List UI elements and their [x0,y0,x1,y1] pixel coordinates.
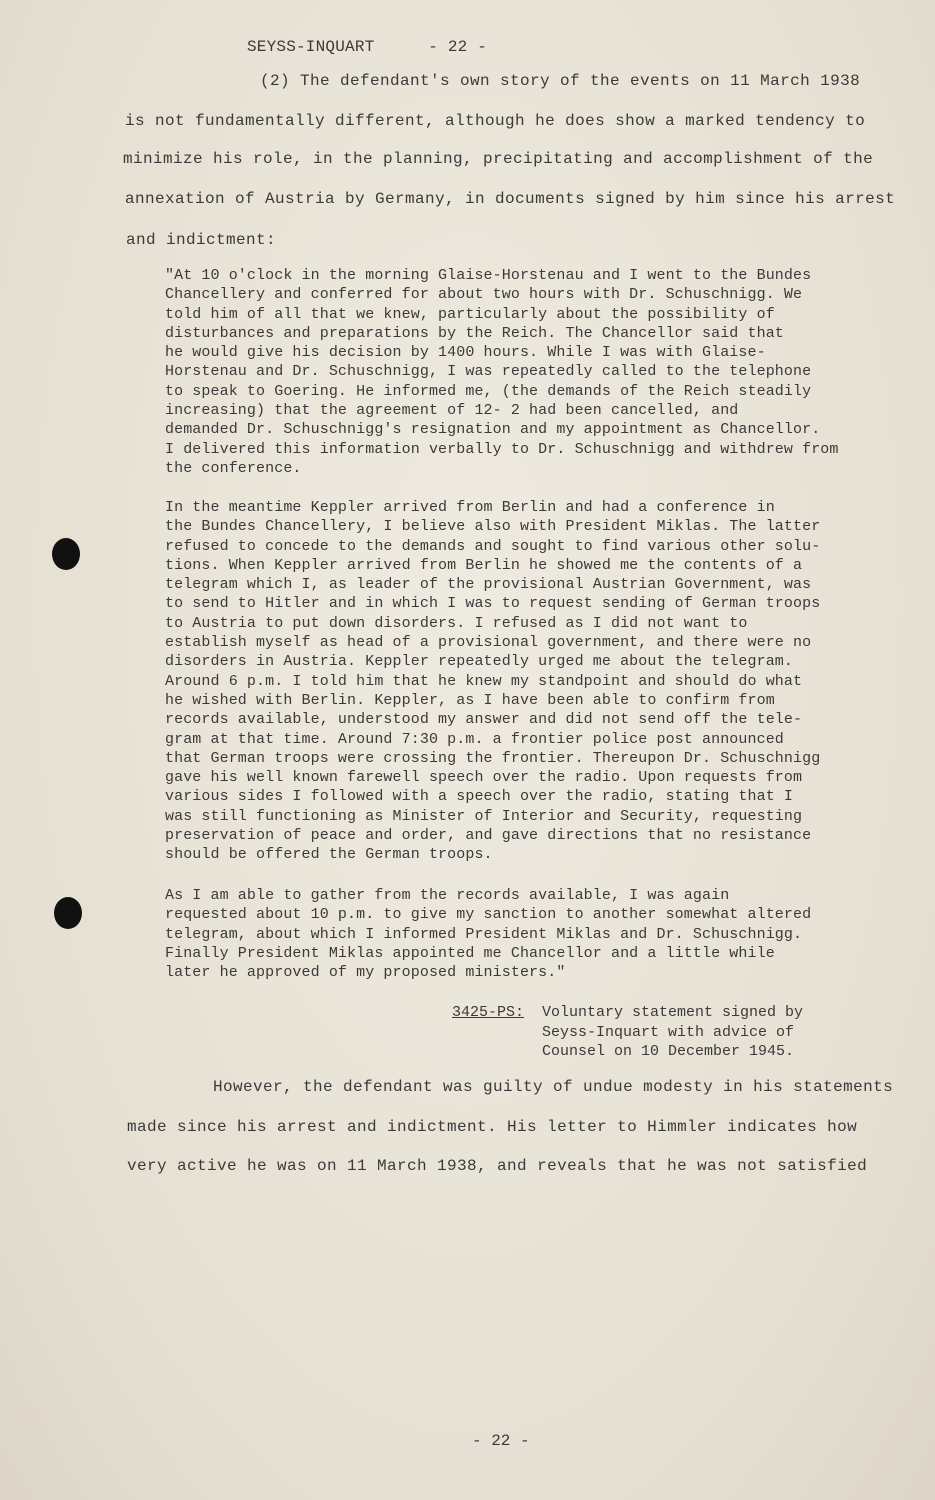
quote-paragraph-2: In the meantime Keppler arrived from Berlin and had a conference in the Bundes Chancellery, I believe also with President Miklas. The latter refused to concede to the demands and sought to find various other solu- tions. When Keppler arrived from Berlin he showed me the contents of a telegram which I, as leader of the provisional Austrian Government, was to send to Hitler and in which I was to request sending of German troops to Austria to put down disorders. I refused as I did not want to establish myself as head of a provisional government, and there were no disorders in Austria. Keppler repeatedly urged me about the telegram. Around 6 p.m. I told him that he knew my standpoint and should do what he wished with Berlin. Keppler, as I have been able to confirm from records available, understood my answer and did not send off the tele- gram at that time. Around 7:30 p.m. a frontier police post announced that German troops were crossing the frontier. Thereupon Dr. Schuschnigg gave his well known farewell speech over the radio. Upon requests from various sides I followed with a speech over the radio, stating that I was still functioning as Minister of Interior and Security, requesting preservation of peace and order, and gave directions that no resistance should be offered the German troops. [165,499,821,864]
header-title: SEYSS-INQUART [247,38,375,56]
quote-paragraph-3: As I am able to gather from the records available, I was again requested about 10 p.m. to give my sanction to another somewhat altered telegram, about which I informed President Miklas and Dr. Schuschnigg. Finally President Miklas appointed me Chancellor and a little while later he approved of my proposed ministers." [165,887,812,982]
intro-line-2: is not fundamentally different, although he does show a marked tendency to [125,112,866,130]
punch-hole [54,897,82,929]
punch-hole [52,538,80,570]
citation-reference: 3425-PS: [452,1004,525,1021]
closing-line-1: However, the defendant was guilty of undue modesty in his statements [213,1078,894,1096]
page-header [247,38,487,56]
intro-line-1: (2) The defendant's own story of the events on 11 March 1938 [260,72,861,90]
quoted-statement-end [165,886,880,982]
quoted-statement-cont [165,498,880,865]
header-page-number: - 22 - [428,38,488,56]
closing-line-3: very active he was on 11 March 1938, and reveals that he was not satisfied [127,1157,868,1175]
intro-line-5: and indictment: [126,231,277,249]
citation-description: Voluntary statement signed by Seyss-Inquart with advice of Counsel on 10 December 1945. [542,1004,804,1061]
quoted-statement [165,266,880,478]
source-citation [452,1003,803,1062]
intro-line-4: annexation of Austria by Germany, in documents signed by him since his arrest [125,190,896,208]
page-footer: - 22 - [472,1432,530,1450]
closing-line-2: made since his arrest and indictment. His letter to Himmler indicates how [127,1118,858,1136]
intro-line-3: minimize his role, in the planning, precipitating and accomplishment of the [123,150,874,168]
quote-paragraph-1: "At 10 o'clock in the morning Glaise-Horstenau and I went to the Bundes Chancellery and conferred for about two hours with Dr. Schuschnigg. We told him of all that we knew, particularly about the possibility of disturbances and preparations by the Reich. The Chancellor said that he would give his decision by 1400 hours. While I was with Glaise- Horstenau and Dr. Schuschnigg, I was repeatedly called to the telephone to speak to Goering. He informed me, (the demands of the Reich steadily increasing) that the agreement of 12- 2 had been cancelled, and demanded Dr. Schuschnigg's resignation and my appointment as Chancellor. I delivered this information verbally to Dr. Schuschnigg and withdrew from the conference. [165,267,839,477]
